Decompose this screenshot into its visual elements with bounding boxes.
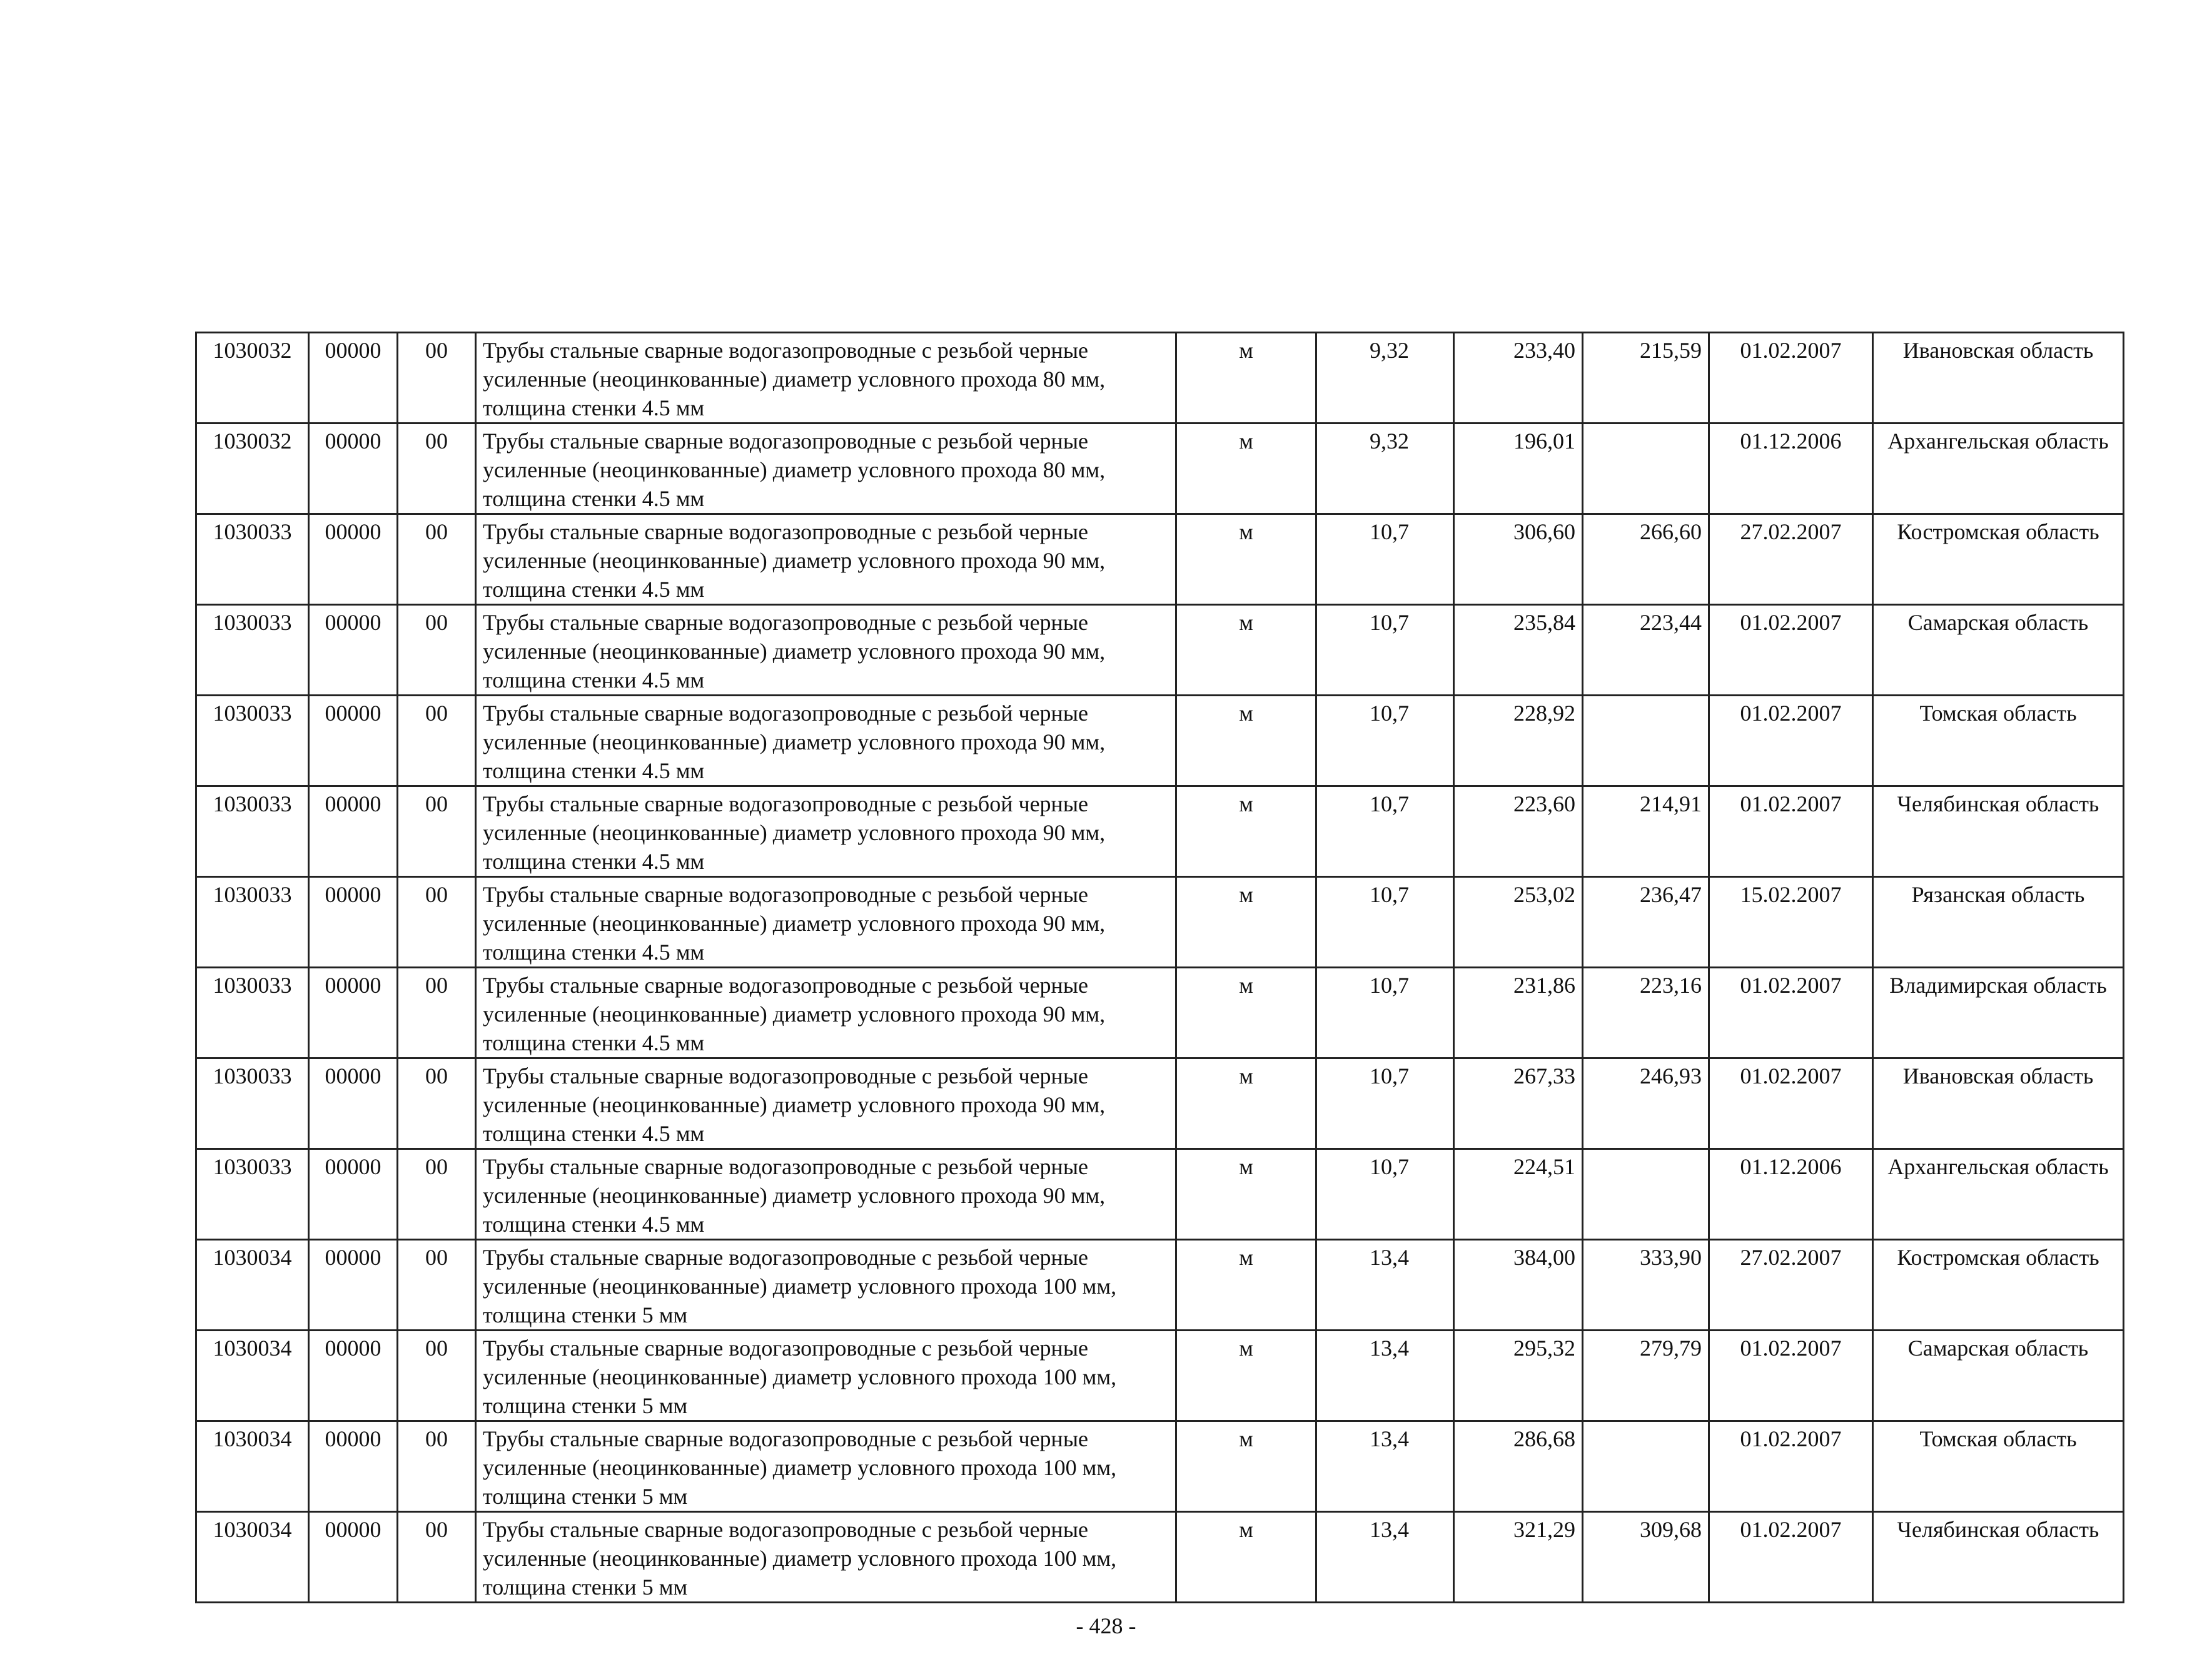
unit-cell: м	[1176, 877, 1316, 968]
item-description-cell: Трубы стальные сварные водогазопроводные с резьбой черные усиленные (неоцинкованные) диаметр условного прохода 90 мм, толщина стенки 4.5 мм	[476, 605, 1176, 696]
price-date-cell: 01.02.2007	[1709, 1331, 1873, 1421]
price-without-vat-cell: 235,84	[1454, 605, 1583, 696]
subcode-cell: 00000	[309, 514, 398, 605]
region-cell: Самарская область	[1873, 605, 2124, 696]
subcode-cell: 00000	[309, 333, 398, 424]
price-alt-cell	[1583, 1421, 1709, 1512]
suffix-code-cell: 00	[398, 1058, 476, 1149]
subcode-cell: 00000	[309, 1058, 398, 1149]
price-date-cell: 01.02.2007	[1709, 333, 1873, 424]
item-code-cell: 1030034	[196, 1421, 309, 1512]
mass-value-cell: 10,7	[1316, 514, 1454, 605]
unit-cell: м	[1176, 1421, 1316, 1512]
price-date-cell: 01.02.2007	[1709, 1058, 1873, 1149]
table-row	[196, 1240, 2124, 1331]
suffix-code-cell: 00	[398, 1512, 476, 1603]
region-cell: Владимирская область	[1873, 968, 2124, 1058]
suffix-code-cell: 00	[398, 1331, 476, 1421]
region-cell: Томская область	[1873, 696, 2124, 786]
region-cell: Костромская область	[1873, 1240, 2124, 1331]
price-date-cell: 01.12.2006	[1709, 424, 1873, 514]
item-code-cell: 1030034	[196, 1512, 309, 1603]
item-code-cell: 1030033	[196, 1058, 309, 1149]
page-number: - 428 -	[1076, 1613, 1136, 1638]
item-description-cell: Трубы стальные сварные водогазопроводные с резьбой черные усиленные (неоцинкованные) диаметр условного прохода 100 мм, толщина стенки 5 мм	[476, 1512, 1176, 1603]
table-row	[196, 1058, 2124, 1149]
price-table	[195, 332, 2124, 1603]
suffix-code-cell: 00	[398, 1421, 476, 1512]
item-code-cell: 1030033	[196, 514, 309, 605]
price-without-vat-cell: 233,40	[1454, 333, 1583, 424]
unit-cell: м	[1176, 333, 1316, 424]
item-code-cell: 1030032	[196, 333, 309, 424]
suffix-code-cell: 00	[398, 605, 476, 696]
price-without-vat-cell: 306,60	[1454, 514, 1583, 605]
suffix-code-cell: 00	[398, 514, 476, 605]
item-code-cell: 1030033	[196, 877, 309, 968]
table-row	[196, 786, 2124, 877]
item-description-cell: Трубы стальные сварные водогазопроводные с резьбой черные усиленные (неоцинкованные) диаметр условного прохода 80 мм, толщина стенки 4.5 мм	[476, 333, 1176, 424]
mass-value-cell: 10,7	[1316, 786, 1454, 877]
unit-cell: м	[1176, 968, 1316, 1058]
table-row	[196, 605, 2124, 696]
price-date-cell: 01.02.2007	[1709, 1421, 1873, 1512]
suffix-code-cell: 00	[398, 1240, 476, 1331]
mass-value-cell: 13,4	[1316, 1421, 1454, 1512]
price-without-vat-cell: 286,68	[1454, 1421, 1583, 1512]
item-code-cell: 1030033	[196, 696, 309, 786]
subcode-cell: 00000	[309, 968, 398, 1058]
region-cell: Ивановская область	[1873, 333, 2124, 424]
price-date-cell: 01.02.2007	[1709, 1512, 1873, 1603]
mass-value-cell: 10,7	[1316, 605, 1454, 696]
table-row	[196, 968, 2124, 1058]
mass-value-cell: 13,4	[1316, 1512, 1454, 1603]
table-row	[196, 1149, 2124, 1240]
mass-value-cell: 9,32	[1316, 333, 1454, 424]
item-description-cell: Трубы стальные сварные водогазопроводные с резьбой черные усиленные (неоцинкованные) диаметр условного прохода 100 мм, толщина стенки 5 мм	[476, 1421, 1176, 1512]
mass-value-cell: 10,7	[1316, 877, 1454, 968]
table-row	[196, 333, 2124, 424]
subcode-cell: 00000	[309, 696, 398, 786]
price-date-cell: 01.02.2007	[1709, 605, 1873, 696]
region-cell: Архангельская область	[1873, 424, 2124, 514]
suffix-code-cell: 00	[398, 968, 476, 1058]
item-description-cell: Трубы стальные сварные водогазопроводные с резьбой черные усиленные (неоцинкованные) диаметр условного прохода 80 мм, толщина стенки 4.5 мм	[476, 424, 1176, 514]
price-alt-cell: 223,16	[1583, 968, 1709, 1058]
price-alt-cell: 333,90	[1583, 1240, 1709, 1331]
region-cell: Томская область	[1873, 1421, 2124, 1512]
item-code-cell: 1030034	[196, 1240, 309, 1331]
unit-cell: м	[1176, 1331, 1316, 1421]
table-row	[196, 1512, 2124, 1603]
table-row	[196, 424, 2124, 514]
price-date-cell: 27.02.2007	[1709, 514, 1873, 605]
price-date-cell: 15.02.2007	[1709, 877, 1873, 968]
price-alt-cell	[1583, 696, 1709, 786]
suffix-code-cell: 00	[398, 1149, 476, 1240]
mass-value-cell: 10,7	[1316, 1058, 1454, 1149]
price-alt-cell	[1583, 424, 1709, 514]
subcode-cell: 00000	[309, 1149, 398, 1240]
mass-value-cell: 13,4	[1316, 1331, 1454, 1421]
price-without-vat-cell: 224,51	[1454, 1149, 1583, 1240]
subcode-cell: 00000	[309, 424, 398, 514]
item-description-cell: Трубы стальные сварные водогазопроводные с резьбой черные усиленные (неоцинкованные) диаметр условного прохода 90 мм, толщина стенки 4.5 мм	[476, 786, 1176, 877]
item-description-cell: Трубы стальные сварные водогазопроводные с резьбой черные усиленные (неоцинкованные) диаметр условного прохода 90 мм, толщина стенки 4.5 мм	[476, 877, 1176, 968]
suffix-code-cell: 00	[398, 696, 476, 786]
suffix-code-cell: 00	[398, 877, 476, 968]
item-description-cell: Трубы стальные сварные водогазопроводные с резьбой черные усиленные (неоцинкованные) диаметр условного прохода 90 мм, толщина стенки 4.5 мм	[476, 514, 1176, 605]
unit-cell: м	[1176, 514, 1316, 605]
suffix-code-cell: 00	[398, 424, 476, 514]
price-alt-cell: 236,47	[1583, 877, 1709, 968]
unit-cell: м	[1176, 1240, 1316, 1331]
item-description-cell: Трубы стальные сварные водогазопроводные с резьбой черные усиленные (неоцинкованные) диаметр условного прохода 90 мм, толщина стенки 4.5 мм	[476, 696, 1176, 786]
subcode-cell: 00000	[309, 1421, 398, 1512]
price-without-vat-cell: 231,86	[1454, 968, 1583, 1058]
region-cell: Архангельская область	[1873, 1149, 2124, 1240]
item-code-cell: 1030032	[196, 424, 309, 514]
price-alt-cell: 214,91	[1583, 786, 1709, 877]
item-description-cell: Трубы стальные сварные водогазопроводные с резьбой черные усиленные (неоцинкованные) диаметр условного прохода 100 мм, толщина стенки 5 мм	[476, 1240, 1176, 1331]
subcode-cell: 00000	[309, 877, 398, 968]
subcode-cell: 00000	[309, 605, 398, 696]
table-row	[196, 877, 2124, 968]
unit-cell: м	[1176, 786, 1316, 877]
price-without-vat-cell: 223,60	[1454, 786, 1583, 877]
table-row	[196, 514, 2124, 605]
region-cell: Ивановская область	[1873, 1058, 2124, 1149]
subcode-cell: 00000	[309, 1240, 398, 1331]
subcode-cell: 00000	[309, 1512, 398, 1603]
mass-value-cell: 10,7	[1316, 1149, 1454, 1240]
price-alt-cell: 266,60	[1583, 514, 1709, 605]
table-row	[196, 696, 2124, 786]
item-description-cell: Трубы стальные сварные водогазопроводные с резьбой черные усиленные (неоцинкованные) диаметр условного прохода 90 мм, толщина стенки 4.5 мм	[476, 1058, 1176, 1149]
mass-value-cell: 13,4	[1316, 1240, 1454, 1331]
price-alt-cell	[1583, 1149, 1709, 1240]
price-without-vat-cell: 196,01	[1454, 424, 1583, 514]
region-cell: Челябинская область	[1873, 1512, 2124, 1603]
suffix-code-cell: 00	[398, 333, 476, 424]
price-date-cell: 01.02.2007	[1709, 786, 1873, 877]
unit-cell: м	[1176, 424, 1316, 514]
price-date-cell: 01.02.2007	[1709, 696, 1873, 786]
price-without-vat-cell: 295,32	[1454, 1331, 1583, 1421]
price-date-cell: 27.02.2007	[1709, 1240, 1873, 1331]
region-cell: Рязанская область	[1873, 877, 2124, 968]
price-alt-cell: 246,93	[1583, 1058, 1709, 1149]
price-without-vat-cell: 384,00	[1454, 1240, 1583, 1331]
price-alt-cell: 215,59	[1583, 333, 1709, 424]
price-date-cell: 01.02.2007	[1709, 968, 1873, 1058]
mass-value-cell: 10,7	[1316, 696, 1454, 786]
subcode-cell: 00000	[309, 786, 398, 877]
table-row	[196, 1331, 2124, 1421]
price-alt-cell: 309,68	[1583, 1512, 1709, 1603]
item-description-cell: Трубы стальные сварные водогазопроводные с резьбой черные усиленные (неоцинкованные) диаметр условного прохода 90 мм, толщина стенки 4.5 мм	[476, 1149, 1176, 1240]
item-code-cell: 1030034	[196, 1331, 309, 1421]
mass-value-cell: 10,7	[1316, 968, 1454, 1058]
price-date-cell: 01.12.2006	[1709, 1149, 1873, 1240]
price-without-vat-cell: 253,02	[1454, 877, 1583, 968]
unit-cell: м	[1176, 1512, 1316, 1603]
unit-cell: м	[1176, 1149, 1316, 1240]
price-without-vat-cell: 228,92	[1454, 696, 1583, 786]
region-cell: Челябинская область	[1873, 786, 2124, 877]
price-alt-cell: 279,79	[1583, 1331, 1709, 1421]
suffix-code-cell: 00	[398, 786, 476, 877]
unit-cell: м	[1176, 1058, 1316, 1149]
item-description-cell: Трубы стальные сварные водогазопроводные с резьбой черные усиленные (неоцинкованные) диаметр условного прохода 100 мм, толщина стенки 5 мм	[476, 1331, 1176, 1421]
price-alt-cell: 223,44	[1583, 605, 1709, 696]
item-code-cell: 1030033	[196, 786, 309, 877]
region-cell: Костромская область	[1873, 514, 2124, 605]
unit-cell: м	[1176, 605, 1316, 696]
table-body	[196, 333, 2124, 1603]
price-without-vat-cell: 321,29	[1454, 1512, 1583, 1603]
item-code-cell: 1030033	[196, 1149, 309, 1240]
subcode-cell: 00000	[309, 1331, 398, 1421]
item-description-cell: Трубы стальные сварные водогазопроводные с резьбой черные усиленные (неоцинкованные) диаметр условного прохода 90 мм, толщина стенки 4.5 мм	[476, 968, 1176, 1058]
item-code-cell: 1030033	[196, 605, 309, 696]
item-code-cell: 1030033	[196, 968, 309, 1058]
mass-value-cell: 9,32	[1316, 424, 1454, 514]
unit-cell: м	[1176, 696, 1316, 786]
region-cell: Самарская область	[1873, 1331, 2124, 1421]
table-row	[196, 1421, 2124, 1512]
price-without-vat-cell: 267,33	[1454, 1058, 1583, 1149]
